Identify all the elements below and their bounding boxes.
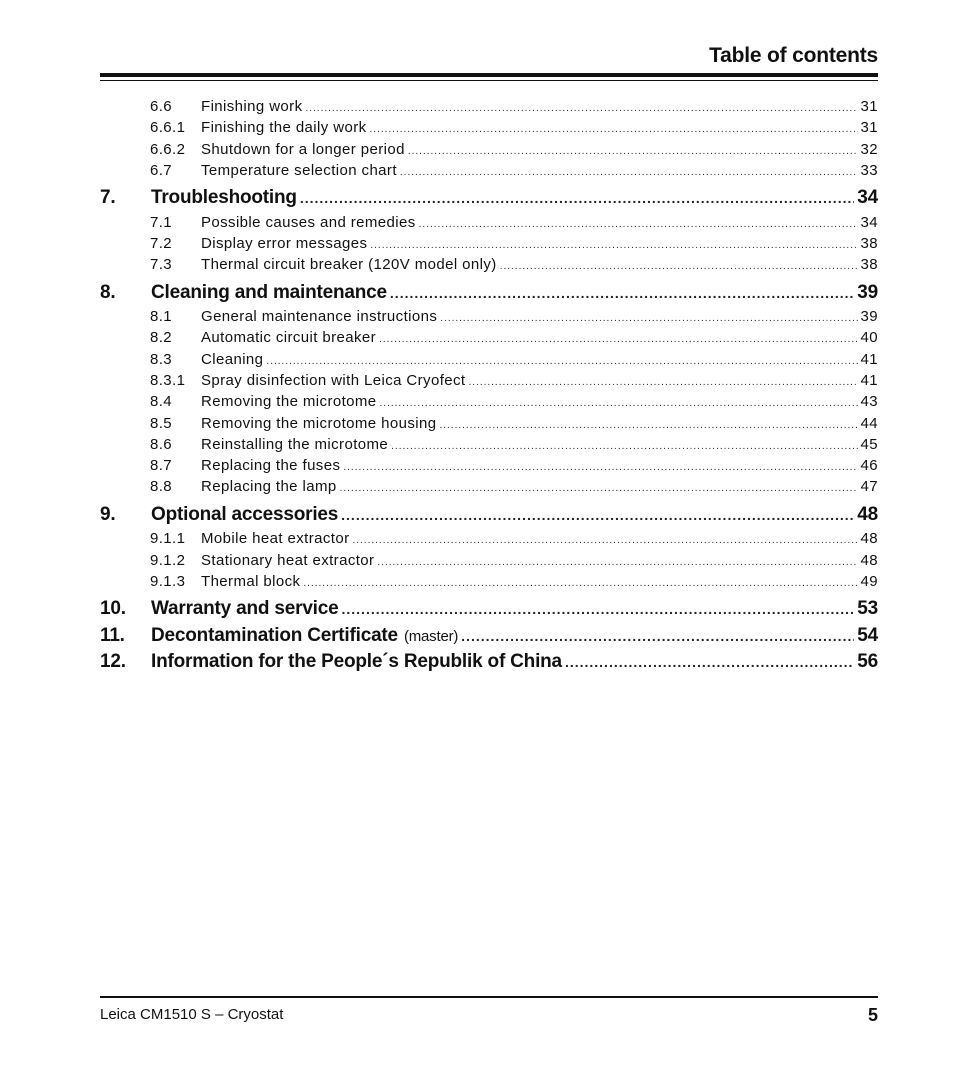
- dot-leader: [380, 398, 858, 409]
- toc-page: 32: [860, 140, 878, 158]
- toc-number: 12.: [100, 651, 126, 673]
- dot-leader: [377, 557, 857, 568]
- toc-chapter[interactable]: [100, 598, 878, 625]
- toc-number: 8.3.1: [150, 371, 186, 389]
- toc-title: Finishing the daily work: [201, 119, 367, 137]
- toc-page: 49: [860, 572, 878, 590]
- toc-number: 10.: [100, 598, 126, 620]
- toc-page: 54: [857, 624, 878, 646]
- toc-page: 48: [857, 503, 878, 525]
- toc-number: 7.2: [150, 234, 173, 252]
- dot-leader: [440, 313, 857, 324]
- toc-title: Information for the People´s Republik of China: [151, 651, 562, 673]
- toc-entry[interactable]: [100, 214, 878, 235]
- toc-entry[interactable]: [100, 573, 878, 594]
- header-rule: [100, 73, 878, 77]
- toc-note: (master): [403, 627, 459, 645]
- toc-number: 6.6.1: [150, 119, 186, 137]
- dot-leader: [340, 483, 858, 494]
- toc-entry[interactable]: [100, 436, 878, 457]
- toc-entry[interactable]: [100, 478, 878, 499]
- toc-entry[interactable]: [100, 308, 878, 329]
- dot-leader: [461, 628, 854, 644]
- footer-rule: [100, 996, 878, 998]
- toc-title: Finishing work: [201, 98, 303, 115]
- toc-chapter[interactable]: [100, 651, 878, 678]
- toc-title: Replacing the lamp: [201, 478, 337, 496]
- header-rule-thin: [100, 80, 878, 81]
- dot-leader: [391, 441, 857, 452]
- toc-number: 6.6: [150, 98, 173, 115]
- dot-leader: [565, 654, 854, 670]
- toc-entry[interactable]: [100, 552, 878, 573]
- dot-leader: [300, 190, 854, 206]
- toc-title: Warranty and service: [151, 598, 339, 620]
- dot-leader: [370, 240, 857, 251]
- toc-title: Removing the microtome housing: [201, 414, 437, 432]
- toc-page: 39: [857, 281, 878, 303]
- toc-number: 7.: [100, 187, 116, 209]
- dot-leader: [342, 601, 855, 617]
- toc-page: 47: [860, 478, 878, 496]
- dot-leader: [305, 103, 857, 114]
- toc-title: Stationary heat extractor: [201, 551, 375, 569]
- toc-number: 9.: [100, 503, 116, 525]
- dot-leader: [408, 146, 858, 157]
- dot-leader: [266, 356, 857, 367]
- toc-title: General maintenance instructions: [201, 308, 438, 326]
- toc-title: Possible causes and remedies: [201, 213, 416, 231]
- toc-number: 8.8: [150, 478, 173, 496]
- toc-entry[interactable]: [100, 162, 878, 183]
- toc-title: Optional accessories: [151, 503, 339, 525]
- toc-entry[interactable]: [100, 372, 878, 393]
- dot-leader: [439, 420, 857, 431]
- toc-number: 9.1.1: [150, 530, 186, 548]
- toc-number: 7.1: [150, 213, 173, 231]
- toc-title: Thermal block: [201, 572, 301, 590]
- toc-entry[interactable]: [100, 329, 878, 350]
- toc-chapter[interactable]: [100, 282, 878, 309]
- toc-page: 41: [860, 350, 878, 368]
- toc-page: 34: [857, 187, 878, 209]
- toc-page: 38: [860, 256, 878, 274]
- toc-page: 56: [857, 651, 878, 673]
- table-of-contents: [100, 98, 878, 678]
- toc-page: 38: [860, 234, 878, 252]
- dot-leader: [352, 535, 857, 546]
- toc-page: 48: [860, 530, 878, 548]
- toc-title: Decontamination Certificate: [151, 624, 398, 646]
- page-title: Table of contents: [709, 44, 878, 67]
- toc-chapter[interactable]: [100, 187, 878, 214]
- toc-title: Reinstalling the microtome: [201, 435, 389, 453]
- toc-page: 39: [860, 308, 878, 326]
- dot-leader: [390, 285, 854, 301]
- dot-leader: [500, 261, 858, 272]
- toc-chapter[interactable]: [100, 504, 878, 531]
- toc-page: 31: [860, 119, 878, 137]
- toc-entry[interactable]: [100, 457, 878, 478]
- toc-number: 8.2: [150, 329, 173, 347]
- toc-page: 33: [860, 161, 878, 179]
- toc-entry[interactable]: [100, 98, 878, 119]
- toc-entry[interactable]: [100, 393, 878, 414]
- toc-number: 8.7: [150, 457, 173, 475]
- toc-number: 8.6: [150, 435, 173, 453]
- toc-number: 7.3: [150, 256, 173, 274]
- toc-page: 43: [860, 393, 878, 411]
- toc-number: 8.: [100, 281, 116, 303]
- dot-leader: [419, 219, 858, 230]
- toc-title: Cleaning and maintenance: [151, 281, 387, 303]
- toc-number: 8.4: [150, 393, 173, 411]
- dot-leader: [400, 167, 858, 178]
- toc-entry[interactable]: [100, 141, 878, 162]
- toc-number: 11.: [100, 624, 125, 646]
- toc-page: 44: [860, 414, 878, 432]
- toc-number: 9.1.3: [150, 572, 186, 590]
- toc-page: 31: [860, 98, 878, 115]
- toc-page: 46: [860, 457, 878, 475]
- toc-number: 6.6.2: [150, 140, 186, 158]
- toc-title: Replacing the fuses: [201, 457, 341, 475]
- toc-number: 8.5: [150, 414, 173, 432]
- dot-leader: [379, 334, 857, 345]
- toc-page: 40: [860, 329, 878, 347]
- toc-number: 8.3: [150, 350, 173, 368]
- toc-title: Spray disinfection with Leica Cryofect: [201, 371, 466, 389]
- toc-page: 48: [860, 551, 878, 569]
- toc-entry[interactable]: [100, 235, 878, 256]
- toc-entry[interactable]: [100, 256, 878, 277]
- toc-entry[interactable]: [100, 415, 878, 436]
- toc-entry[interactable]: [100, 351, 878, 372]
- dot-leader: [370, 124, 858, 135]
- dot-leader: [303, 578, 857, 589]
- toc-page: 41: [860, 371, 878, 389]
- toc-title: Shutdown for a longer period: [201, 140, 405, 158]
- toc-title: Troubleshooting: [151, 187, 297, 209]
- toc-entry[interactable]: [100, 530, 878, 551]
- toc-number: 9.1.2: [150, 551, 186, 569]
- footer-product-name: Leica CM1510 S – Cryostat: [100, 1006, 284, 1023]
- toc-page: 45: [860, 435, 878, 453]
- toc-title: Automatic circuit breaker: [201, 329, 377, 347]
- toc-title: Mobile heat extractor: [201, 530, 350, 548]
- toc-title: Removing the microtome: [201, 393, 377, 411]
- toc-title: Display error messages: [201, 234, 368, 252]
- toc-title: Cleaning: [201, 350, 264, 368]
- toc-title: Temperature selection chart: [201, 161, 397, 179]
- dot-leader: [468, 377, 857, 388]
- footer-page-number: 5: [867, 1005, 878, 1025]
- dot-leader: [341, 507, 854, 523]
- toc-number: 6.7: [150, 161, 173, 179]
- dot-leader: [343, 462, 857, 473]
- toc-number: 8.1: [150, 308, 173, 326]
- toc-chapter[interactable]: [100, 625, 878, 652]
- toc-page: 34: [860, 213, 878, 231]
- toc-entry[interactable]: [100, 119, 878, 140]
- toc-title: Thermal circuit breaker (120V model only): [201, 256, 497, 274]
- toc-page: 53: [857, 598, 878, 620]
